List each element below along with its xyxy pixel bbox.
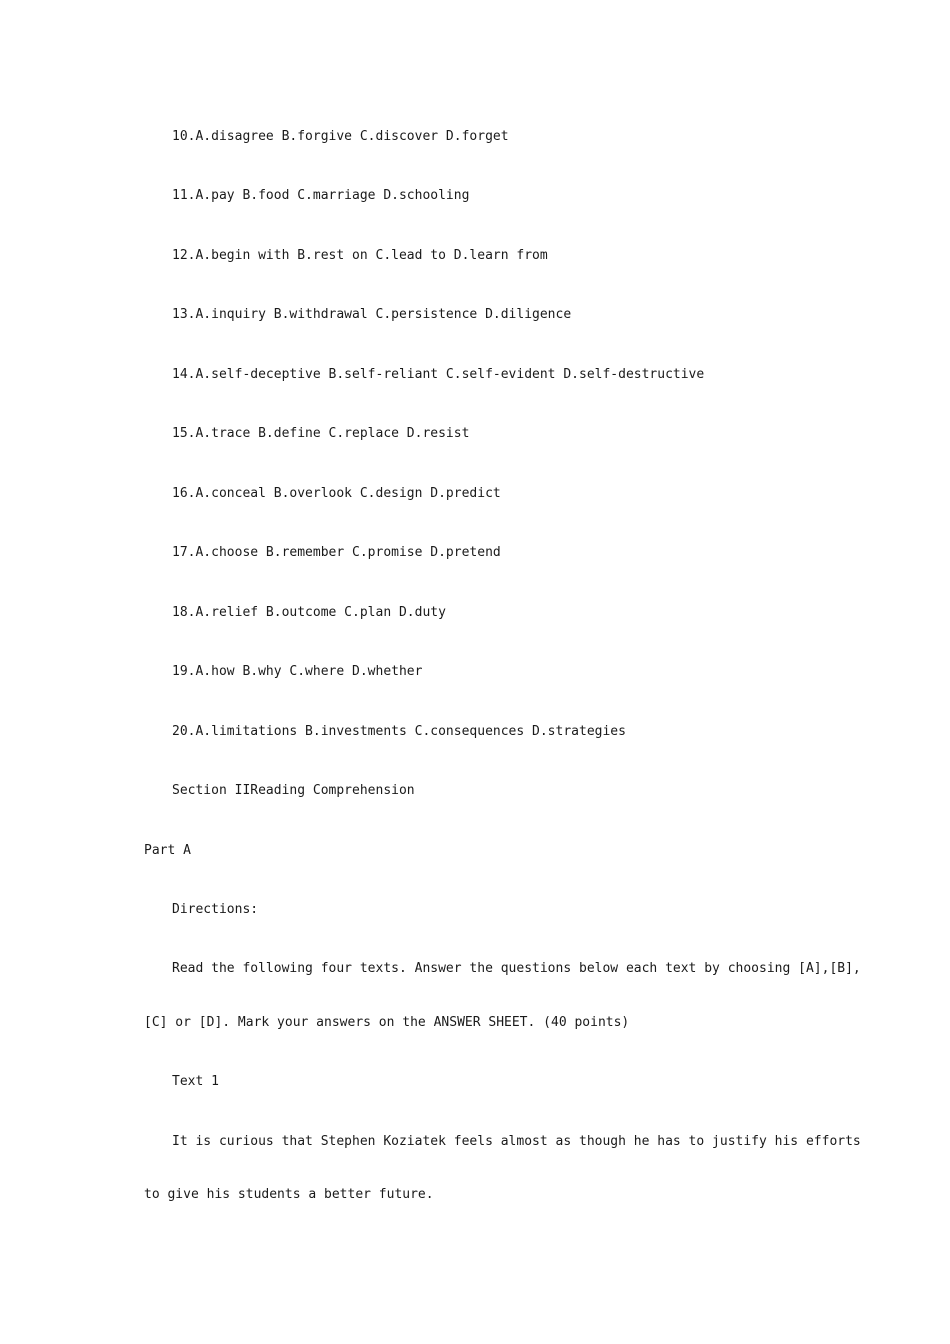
question-options-14: 14.A.self-deceptive B.self-reliant C.self-evident D.self-destructive — [172, 367, 705, 382]
question-options-13: 13.A.inquiry B.withdrawal C.persistence D.diligence — [172, 307, 572, 322]
question-options-20: 20.A.limitations B.investments C.consequences D.strategies — [172, 724, 626, 739]
question-options-18: 18.A.relief B.outcome C.plan D.duty — [172, 605, 446, 620]
question-options-16: 16.A.conceal B.overlook C.design D.predict — [172, 486, 501, 501]
question-options-17: 17.A.choose B.remember C.promise D.pretend — [172, 545, 501, 560]
question-options-10: 10.A.disagree B.forgive C.discover D.forget — [172, 129, 509, 144]
text-body-line-2: to give his students a better future. — [144, 1187, 434, 1202]
text-body-line-1: It is curious that Stephen Koziatek feels almost as though he has to justify his efforts — [172, 1134, 861, 1149]
question-options-19: 19.A.how B.why C.where D.whether — [172, 664, 423, 679]
question-options-12: 12.A.begin with B.rest on C.lead to D.learn from — [172, 248, 548, 263]
text-title: Text 1 — [172, 1074, 219, 1089]
directions-text-line-1: Read the following four texts. Answer the questions below each text by choosing [A],[B], — [172, 961, 861, 976]
directions-text-line-2: [C] or [D]. Mark your answers on the ANSWER SHEET. (40 points) — [144, 1015, 630, 1030]
section-title: Section IIReading Comprehension — [172, 783, 415, 798]
part-title: Part A — [144, 843, 191, 858]
directions-label: Directions: — [172, 902, 259, 917]
question-options-15: 15.A.trace B.define C.replace D.resist — [172, 426, 470, 441]
question-options-11: 11.A.pay B.food C.marriage D.schooling — [172, 188, 470, 203]
